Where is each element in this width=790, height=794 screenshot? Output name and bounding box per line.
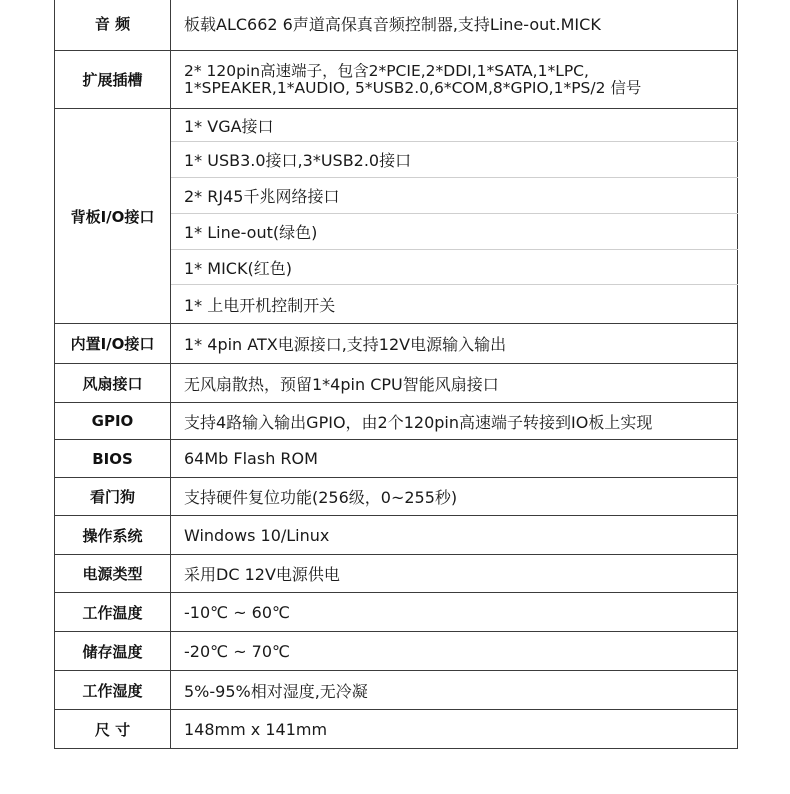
spec-value: 1* Line-out(绿色) bbox=[171, 214, 738, 250]
spec-value: 1* 上电开机控制开关 bbox=[171, 285, 738, 324]
spec-value bbox=[171, 51, 738, 109]
spec-row-audio bbox=[55, 0, 738, 51]
spec-value: 1* 4pin ATX电源接口,支持12V电源输入输出 bbox=[171, 324, 738, 364]
spec-value: 板载ALC662 6声道高保真音频控制器,支持Line-out.MICK bbox=[171, 0, 738, 51]
spec-value: 148mm x 141mm bbox=[171, 710, 738, 749]
spec-row-watchdog bbox=[55, 478, 738, 516]
spec-label: 音 频 bbox=[55, 0, 171, 51]
spec-value: 1* USB3.0接口,3*USB2.0接口 bbox=[171, 142, 738, 178]
spec-row-rear-io bbox=[55, 109, 738, 142]
spec-row-humidity bbox=[55, 671, 738, 710]
spec-label: 操作系统 bbox=[55, 516, 171, 555]
spec-label: 背板I/O接口 bbox=[55, 109, 171, 324]
spec-table bbox=[54, 0, 738, 749]
spec-row-expansion bbox=[55, 51, 738, 109]
spec-row-size bbox=[55, 710, 738, 749]
spec-label: 尺 寸 bbox=[55, 710, 171, 749]
spec-row-storage-temp bbox=[55, 632, 738, 671]
spec-row-internal-io bbox=[55, 324, 738, 364]
spec-label: 电源类型 bbox=[55, 555, 171, 593]
spec-label: 储存温度 bbox=[55, 632, 171, 671]
spec-value: Windows 10/Linux bbox=[171, 516, 738, 555]
spec-row-op-temp bbox=[55, 593, 738, 632]
spec-label: 工作湿度 bbox=[55, 671, 171, 710]
spec-row-os bbox=[55, 516, 738, 555]
spec-label: 看门狗 bbox=[55, 478, 171, 516]
spec-row-power bbox=[55, 555, 738, 593]
spec-value: 支持4路输入输出GPIO，由2个120pin高速端子转接到IO板上实现 bbox=[171, 403, 738, 440]
spec-value: -20℃ ~ 70℃ bbox=[171, 632, 738, 671]
spec-label: BIOS bbox=[55, 440, 171, 478]
spec-value-line: 1*SPEAKER,1*AUDIO, 5*USB2.0,6*COM,8*GPIO,1*PS/2 信号 bbox=[184, 78, 642, 97]
spec-label: 内置I/O接口 bbox=[55, 324, 171, 364]
spec-label: 扩展插槽 bbox=[55, 51, 171, 109]
spec-value: 1* MICK(红色) bbox=[171, 250, 738, 285]
spec-value: 支持硬件复位功能(256级，0~255秒) bbox=[171, 478, 738, 516]
spec-value: 1* VGA接口 bbox=[171, 109, 738, 142]
spec-value: 无风扇散热，预留1*4pin CPU智能风扇接口 bbox=[171, 364, 738, 403]
spec-value: 5%-95%相对湿度,无冷凝 bbox=[171, 671, 738, 710]
spec-label: 工作温度 bbox=[55, 593, 171, 632]
spec-value: 64Mb Flash ROM bbox=[171, 440, 738, 478]
spec-label: GPIO bbox=[55, 403, 171, 440]
spec-row-gpio bbox=[55, 403, 738, 440]
spec-label: 风扇接口 bbox=[55, 364, 171, 403]
spec-value: 2* RJ45千兆网络接口 bbox=[171, 178, 738, 214]
spec-row-bios bbox=[55, 440, 738, 478]
spec-value: -10℃ ~ 60℃ bbox=[171, 593, 738, 632]
spec-value-line: 2* 120pin高速端子，包含2*PCIE,2*DDI,1*SATA,1*LPC, bbox=[184, 61, 589, 80]
spec-row-fan bbox=[55, 364, 738, 403]
spec-value: 采用DC 12V电源供电 bbox=[171, 555, 738, 593]
